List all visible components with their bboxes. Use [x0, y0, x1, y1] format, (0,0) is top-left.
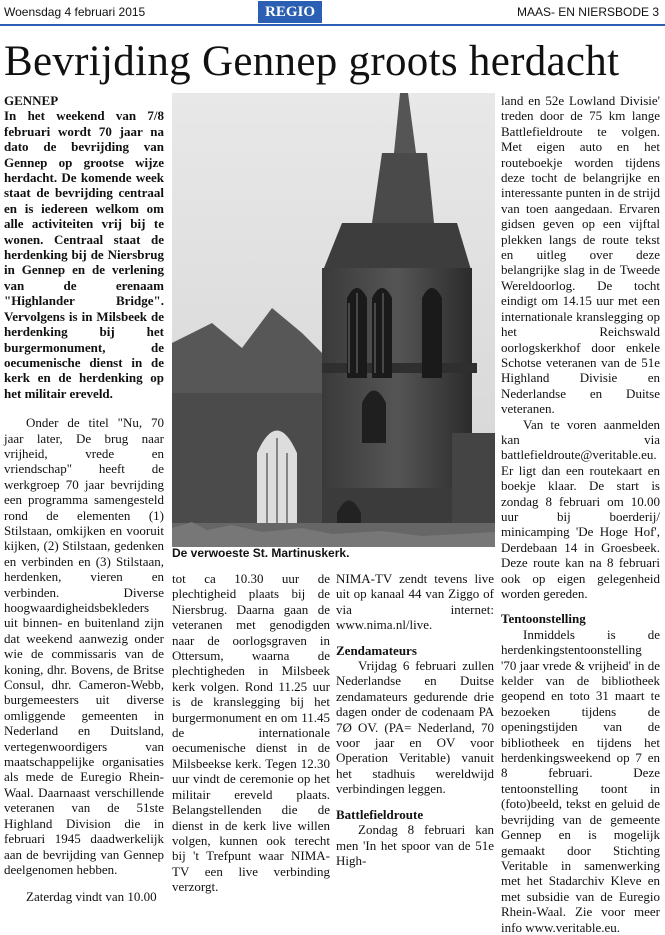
body-paragraph: tot ca 10.30 uur de plechtigheid plaats bij de Niersbrug. Daarna gaan de veteranen met genodigden naar de oorlogsgraven in Ottersum, waarna de plechtigheden in Milsbeek kerk volgen. Rond 11.25 uur is de kranslegging bij het burgermonument en om 11.45 de internationale oecumenische dienst in de Milsbeekse kerk. Tegen 12.30 uur vindt de ceremonie op het militair ereveld plaats. Belangstellenden die de dienst in de kerk live willen volgen, kunnen ook terecht bij 't Trefpunt waar NIMA-TV een live verbinding verzorgt. — [172, 571, 330, 895]
issue-date: Woensdag 4 februari 2015 — [4, 5, 146, 19]
body-paragraph: Vrijdag 6 februari zullen Nederlandse en Duitse zendamateurs gedurende drie dagen onder de codenaam PA 7Ø OV. (PA= Nederland, 70 voor jaar en OV voor Operation Veritable) vanuit het stadhuis wereldwijd verbindingen leggen. — [336, 658, 494, 797]
header-rule — [0, 24, 665, 26]
column-1 — [4, 93, 164, 905]
body-paragraph: Onder de titel "Nu, 70 jaar later, De brug naar vrijheid, vrede en vriendschap" heeft de werkgroep 70 jaar bevrijding een programma samengesteld rond de elementen (1) Stilstaan, omkijken en vooruit kijken, (2) Stilstaan, gedenken en verbinden en (3) Stilstaan, herdenken, vieren en verbinden. Diverse hoogwaardigheidsbekleders uit binnen- en buitenland zijn dat weekend aanwezig onder wie de commissaris van de koning, dhr. Bovens, de Britse Consul, dhr. Cameron-Webb, burgemeesters uit diverse omliggende gemeenten in Nederland en Duitsland, vertegenwoordigers van maatschappelijke organisaties als mede de Euregio Rhein-Waal. Daarnaast verschillende veteranen van de 51ste Highland Division die in februari 1945 daadwerkelijk aan de bevrijding van Gennep deelgenomen hebben. — [4, 415, 164, 877]
body-paragraph: Inmiddels is de herdenkingstentoonstelling '70 jaar vrede & vrijheid' in de kelder van de bibliotheek geopend en toto 31 maart te bezoeken tijdens de openingstijden van de bibliotheek en tijdens het herdenkingsweekend op 7 en 8 februari. Deze tentoonstelling toont in (foto)beeld, tekst en geluid de bevrijding van de gemeente Gennep en is mogelijk gemaakt door Stichting Veritable in samenwerking met het Stadarchiv Kleve en met subsidie van de Euregio Rhein-Waal. Zie voor meer info www.veritable.eu. — [501, 626, 660, 935]
column-2 — [172, 571, 330, 895]
page-info: MAAS- EN NIERSBODE 3 — [516, 5, 659, 19]
subheading-zendamateurs: Zendamateurs — [336, 642, 417, 658]
dateline: GENNEP — [4, 93, 59, 108]
church-photo — [172, 93, 495, 547]
ruined-church-image — [172, 93, 495, 547]
column-3 — [336, 571, 494, 868]
body-paragraph: NIMA-TV zendt tevens live uit op kanaal 44 van Ziggo of via internet: www.nima.nl/live. — [336, 571, 494, 633]
body-paragraph: land en 52e Lowland Divisie' treden door de 75 km lange Battlefieldroute te volgen. Met eigen auto en het routeboekje worden tijdens deze tocht de belangrijke en interessante punten in de strijd van toen aangedaan. Ervaren gidsen geven op een vijftal plekken langs de route tekst en uitleg over deze belangrijke slag in de Tweede Wereldoorlog. De tocht eindigt om 14.15 uur met een internationale kranslegging op het Reichswald oorlogskerkhof door enkele Schotse veteranen van de 51e Highland Divisie en Nederlandse en Duitse veteranen. — [501, 93, 660, 417]
body-paragraph-continued: Zaterdag vindt van 10.00 — [26, 889, 157, 905]
column-4 — [501, 93, 660, 935]
subheading-battlefieldroute: Battlefieldroute — [336, 806, 424, 822]
subheading-tentoonstelling: Tentoonstelling — [501, 611, 586, 627]
intro-paragraph: In het weekend van 7/8 februari wordt 70 jaar na dato de bevrijding van Gennep op grootse wijze herdacht. De komende week staat de bevrijding centraal en is iedereen welkom om alle activiteiten vrij bij te wonen. Centraal staat de herdenking bij de Niersbrug in Gennep en de verlening van de erenaam "Highlander Bridge". Vervolgens is in Milsbeek de herdenking bij het burgermonument, de oecumenische dienst in de kerk en de herdenking op het militair ereveld. — [4, 108, 164, 401]
body-paragraph: Zondag 8 februari kan men 'In het spoor van de 51e High- — [336, 822, 494, 868]
page-header — [0, 0, 665, 24]
article-title: Bevrijding Gennep groots herdacht — [4, 38, 620, 85]
body-paragraph: Van te voren aanmelden kan via battlefieldroute@veritable.eu. Er ligt dan een routekaart en boekje klaar. De start is zondag 8 februari om 10.00 uur bij boerderij/ minicamping 'De Hoge Hof', Derdebaan 14 in Groesbeek. Deze route kan na 8 februari ook op eigen gelegenheid worden gereden. — [501, 416, 660, 601]
section-badge: REGIO — [258, 1, 322, 23]
photo-caption: De verwoeste St. Martinuskerk. — [172, 546, 350, 560]
